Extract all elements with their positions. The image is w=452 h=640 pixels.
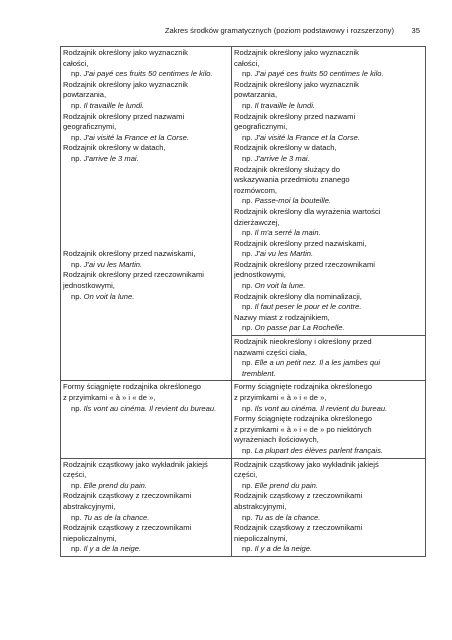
cell-extended-level <box>232 47 426 336</box>
rule-line: jednostkowymi, <box>234 270 286 280</box>
rule-line: wskazywania przedmiotu znanego <box>234 175 350 185</box>
rule-line: Rodzajnik określony jako wyznacznik <box>234 48 359 57</box>
grammar-table <box>60 46 426 557</box>
rule-line: całości, <box>63 58 89 68</box>
header-title: Zakres środków gramatycznych (poziom podstawowy i rozszerzony) <box>164 26 394 35</box>
blank-line <box>63 228 229 239</box>
rule-line: Rodzajnik określony przed nazwiskami, <box>234 238 367 248</box>
example-line: np. Passe-moi la bouteille. <box>242 196 332 206</box>
rule-line: z przyimkami « à » i « de », <box>63 393 156 402</box>
rule-line: z przyimkami « à » i « de » po niektórych <box>234 424 372 434</box>
example-line: np. Il m'a serré la main. <box>242 228 321 238</box>
example-line: np. J'ai vu les Martin. <box>242 249 314 259</box>
blank-line <box>63 175 229 186</box>
example-line: np. Il travaille le lundi. <box>71 100 145 110</box>
rule-line: geograficznymi, <box>234 122 288 132</box>
example-line: np. Il y a de la neige. <box>242 544 313 554</box>
rule-line: części, <box>234 470 258 480</box>
cell-basic-level <box>61 47 232 336</box>
example-line: np. J'arrive le 3 mai. <box>71 153 139 163</box>
blank-line <box>63 446 229 457</box>
rule-line: abstrakcyjnymi, <box>63 501 116 511</box>
example-line: np. Tu as de la chance. <box>71 512 150 522</box>
example-line: np. La plupart des élèves parlent français. <box>242 445 383 455</box>
example-line: np. J'ai vu les Martin. <box>71 259 143 269</box>
rule-line: Rodzajnik cząstkowy jako wykładnik jakiejś <box>234 459 379 469</box>
rule-line: Formy ściągnięte rodzajnika określonego <box>63 382 202 392</box>
example-line: tremblent. <box>242 368 276 378</box>
blank-line <box>63 414 229 425</box>
rule-line: Rodzajnik cząstkowy z rzeczownikami <box>234 523 363 533</box>
example-line: np. J'ai payé ces fruits 50 centimes le kilo. <box>71 69 213 79</box>
example-line: np. J'arrive le 3 mai. <box>242 153 310 163</box>
example-line: np. Elle a un petit nez. Il a les jambes qui <box>242 358 381 368</box>
rule-line: niepoliczalnymi, <box>234 533 288 543</box>
cell-extended-level <box>232 336 426 381</box>
rule-line: Rodzajnik określony jako wyznacznik <box>63 48 188 57</box>
page-header <box>60 26 420 38</box>
rule-line: dzierżawczej, <box>234 217 280 227</box>
rule-line: części, <box>63 470 87 480</box>
cell-extended-level <box>232 458 426 556</box>
cell-basic-level <box>61 381 232 458</box>
blank-line <box>63 196 229 207</box>
example-line: np. On voit la lune. <box>242 281 306 291</box>
rule-line: Formy ściągnięte rodzajnika określonego <box>234 414 373 424</box>
cell-basic-level <box>61 458 232 556</box>
example-line: np. On passe par La Rochelle. <box>242 323 345 333</box>
blank-line <box>63 435 229 446</box>
rule-line: Rodzajnik określony służący do <box>234 164 340 174</box>
example-line: np. Elle prend du pain. <box>71 480 147 490</box>
blank-line <box>63 186 229 197</box>
rule-line: Rodzajnik określony przed rzeczownikami <box>234 259 375 269</box>
rule-line: Rodzajnik określony przed rzeczownikami <box>63 270 204 280</box>
rule-line: Rodzajnik określony dla nominalizacji, <box>234 291 362 301</box>
rule-line: całości, <box>234 58 260 68</box>
example-line: np. J'ai visité la France et la Corse. <box>242 132 360 142</box>
rule-line: Rodzajnik cząstkowy z rzeczownikami <box>234 491 363 501</box>
blank-line <box>63 165 229 176</box>
example-line: np. Il y a de la neige. <box>71 544 142 554</box>
table-row <box>61 336 426 381</box>
page-number: 35 <box>411 26 420 35</box>
example-line: np. Ils vont au cinéma. Il revient du bureau. <box>242 403 388 413</box>
rule-line: powtarzania, <box>63 90 107 100</box>
rule-line: Rodzajnik określony w datach, <box>63 143 166 153</box>
example-line: np. J'ai visité la France et la Corse. <box>71 132 189 142</box>
rule-line: Nazwy miast z rodzajnikiem, <box>234 312 330 322</box>
rule-line: wyrażeniach ilościowych, <box>234 435 319 445</box>
rule-line: Rodzajnik określony przed nazwiskami, <box>63 249 196 259</box>
rule-line: Rodzajnik cząstkowy z rzeczownikami <box>63 523 192 533</box>
rule-line: powtarzania, <box>234 90 278 100</box>
rule-line: abstrakcyjnymi, <box>234 501 287 511</box>
rule-line: Rodzajnik określony w datach, <box>234 143 337 153</box>
rule-line: Rodzajnik cząstkowy jako wykładnik jakiejś <box>63 459 208 469</box>
rule-line: z przyimkami « à » i « de », <box>234 393 327 402</box>
rule-line: Rodzajnik określony przed nazwami <box>63 111 185 121</box>
cell-extended-level <box>232 381 426 458</box>
rule-line: Rodzajnik określony przed nazwami <box>234 111 356 121</box>
table-row <box>61 458 426 556</box>
rule-line: Formy ściągnięte rodzajnika określonego <box>234 382 373 392</box>
blank-line <box>63 218 229 229</box>
rule-line: jednostkowymi, <box>63 281 115 291</box>
rule-line: nazwami części ciała, <box>234 347 308 357</box>
rule-line: rozmówcom, <box>234 185 278 195</box>
blank-line <box>63 207 229 218</box>
blank-line <box>63 425 229 436</box>
example-line: np. Il travaille le lundi. <box>242 100 316 110</box>
rule-line: geograficznymi, <box>63 122 117 132</box>
rule-line: Rodzajnik cząstkowy z rzeczownikami <box>63 491 192 501</box>
blank-line <box>63 239 229 250</box>
table-row <box>61 47 426 336</box>
example-line: np. J'ai payé ces fruits 50 centimes le kilo. <box>242 69 384 79</box>
example-line: np. Tu as de la chance. <box>242 512 321 522</box>
rule-line: Rodzajnik określony dla wyrażenia wartości <box>234 206 381 216</box>
cell-basic-level <box>61 336 232 381</box>
rule-line: Rodzajnik określony jako wyznacznik <box>63 79 188 89</box>
rule-line: niepoliczalnymi, <box>63 533 117 543</box>
example-line: np. Elle prend du pain. <box>242 480 318 490</box>
example-line: np. On voit la lune. <box>71 291 135 301</box>
rule-line: Rodzajnik nieokreślony i określony przed <box>234 337 372 347</box>
rule-line: Rodzajnik określony jako wyznacznik <box>234 79 359 89</box>
example-line: np. Il faut peser le pour et le contre. <box>242 302 362 312</box>
example-line: np. Ils vont au cinéma. Il revient du bureau. <box>71 403 217 413</box>
table-row <box>61 381 426 458</box>
